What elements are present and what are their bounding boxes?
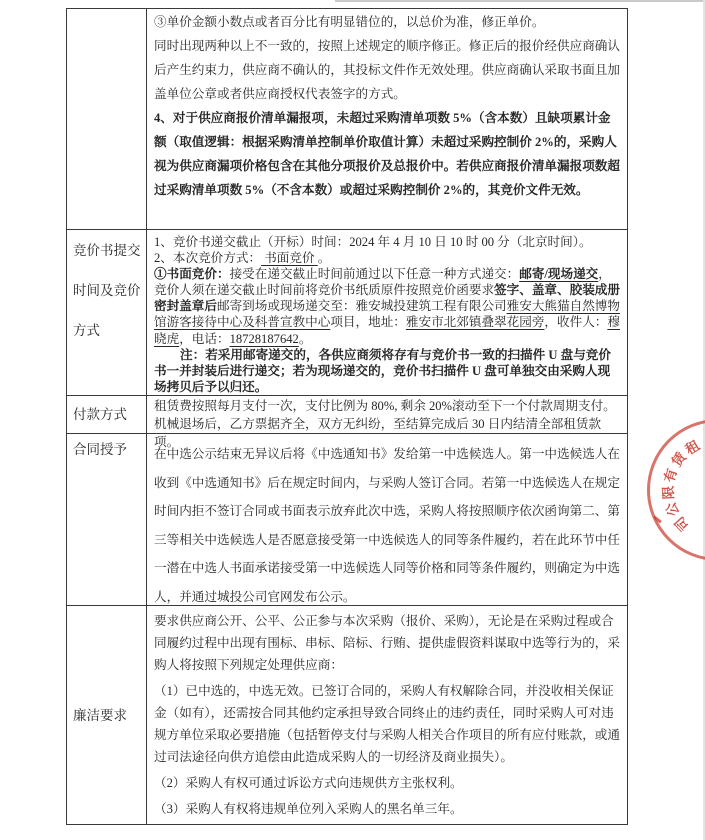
paragraph	[154, 250, 621, 266]
text-segment: ③单价金额小数点或者百分比有明显错位的，以总价为准，修正单价。	[154, 15, 545, 29]
row-content-bid-submission	[146, 229, 627, 395]
seal-character: 有	[661, 466, 680, 485]
paragraph	[154, 10, 621, 34]
row-content-price-correction	[146, 9, 627, 229]
text-segment: 邮寄到场或现场递交至：雅安城投建筑工程有限公司	[216, 299, 507, 314]
text-segment: 1、竞价书递交截止（开标）时间：2024 年 4 月 10 日 10 时 00 分（北京时间）。	[154, 235, 592, 249]
text-segment: （2）采购人有权可通过诉讼方式向违规供方主张权利。	[154, 776, 463, 790]
seal-character: 租	[682, 437, 703, 458]
paragraph	[154, 34, 621, 106]
text-segment: 。	[298, 331, 312, 346]
seal-ink-mark	[653, 516, 662, 524]
row-label-bid-submission: 竞价书提交时间及竞价方式	[67, 229, 146, 395]
row-label-payment: 付款方式	[67, 395, 146, 433]
text-segment: 租赁费按照每月支付一次，支付比例为 80%, 剩余 20%滚动至下一个付款周期支付。机械退场后，乙方票据齐全，双方无纠纷，至结算完成后 30 日内结清全部租赁款项。	[154, 399, 616, 449]
text-segment: 4、对于供应商报价清单漏报项，未超过采购清单项数 5%（含本数）且缺项累计金额（取值逻辑：根据采购清单控制单价取值计算）未超过采购控制价 2%的，采购人视为供应商漏项价格包含在其他分项报价及总报价中。若供应商报价清单漏报项数超过采购清单项数 5%（不含本数）或超过采购控制价 2%的，其竞价文件无效。	[154, 111, 620, 197]
seal-character: 公	[662, 500, 682, 519]
text-segment: 穆晓虎	[154, 315, 620, 346]
seal-character: 赁	[668, 449, 690, 470]
text-segment: 书面竞价	[261, 251, 318, 266]
text-segment: 签字、盖章、胶装成册密封盖章后	[154, 283, 620, 314]
row-label-integrity: 廉洁要求	[67, 605, 146, 824]
text-segment: ①书面竞价：	[154, 267, 230, 282]
text-segment: 雅安市北郊镇叠翠花园旁	[405, 315, 545, 330]
text-segment: 。	[317, 251, 331, 266]
procurement-terms-table	[66, 8, 628, 825]
row-content-payment	[146, 395, 627, 449]
seal-character: 限	[660, 485, 677, 500]
paragraph	[154, 234, 621, 250]
paragraph	[154, 798, 621, 820]
seal-text-arc	[647, 419, 705, 561]
company-seal	[647, 419, 705, 561]
text-segment: 要求供应商公开、公平、公正参与本次采购（报价、采购），无论是在采购过程或合同履约过程中出现有围标、串标、陪标、行贿、提供虚假资料谋取中选等行为的，采购人将按照下列规定处理供应商：	[154, 614, 620, 672]
seal-ring	[647, 419, 705, 561]
text-segment: 2、本次竞价方式：	[154, 251, 262, 266]
row-label-contract-award: 合同授予	[67, 433, 146, 605]
paragraph	[154, 266, 621, 346]
text-segment: ，收件人：	[544, 315, 608, 330]
paragraph	[154, 772, 621, 794]
seal-character: 司	[671, 513, 692, 534]
paragraph-note	[154, 347, 621, 395]
text-segment: ，电话：	[179, 331, 230, 346]
row-content-contract-award	[146, 433, 627, 605]
paragraph	[154, 610, 621, 676]
text-segment: 同时出现两种以上不一致的，按照上述规定的顺序修正。修正后的报价经供应商确认后产生约束力，供应商不确认的，其投标文件作无效处理。供应商确认采取书面且加盖单位公章或者供应商授权代表签字的方式。	[154, 39, 620, 101]
text-segment: ，竞价人须在递交截止时间前将竞价书纸质原件按照竞价函要求	[154, 267, 611, 298]
row-content-integrity	[146, 605, 627, 824]
text-segment: 项目，地址：	[330, 315, 406, 330]
text-segment: （3）采购人有权将违规单位列入采购人的黑名单三年。	[154, 802, 463, 816]
scan-artifact-top-edge	[335, 0, 705, 2]
paragraph	[154, 680, 621, 768]
paragraph	[154, 106, 621, 202]
text-segment: 注：若采用邮寄递交的，各供应商须将存有与竞价书一致的扫描件 U 盘与竞价书一并封装后进行递交；若为现场递交的，竞价书扫描件 U 盘可单独交由采购人现场拷贝后予以归还。	[154, 347, 611, 394]
text-segment: （1）已中选的，中选无效。已签订合同的，采购人有权解除合同，并没收相关保证金（如有），还需按合同其他约定承担导致合同终止的违约责任，同时采购人可对违规方单位采取必要措施（包括暂停支付与采购人相关合作项目的所有应付账款，或通过司法途径向供方追偿由此造成采购人的一切经济及商业损失）。	[154, 684, 620, 764]
row-label-continuation	[67, 9, 146, 229]
text-segment: 邮寄/现场递交	[519, 267, 599, 282]
text-segment: 接受在递交截止时间前通过以下任意一种方式递交：	[229, 267, 520, 282]
text-segment: 在中选公示结束无异议后将《中选通知书》发给第一中选候选人。第一中选候选人在收到《中选通知书》后在规定时间内，与采购人签订合同。若第一中选候选人在规定时间内拒不签订合同或书面表示放弃此次中选，采购人将按照顺序依次函询第二、第三等相关中选候选人是否愿意接受第一中选候选人的同等条件履约，若在此环节中任一潜在中选人书面承诺接受第一中选候选人同等价格和同等条件履约，则确定为中选人，并通过城投公司官网发布公示。	[154, 447, 620, 604]
paragraph	[154, 440, 621, 612]
text-segment: 18728187642	[229, 331, 299, 346]
text-segment: 雅安大熊猫自然博物馆游客接待中心及科普宣教中心	[154, 299, 620, 330]
